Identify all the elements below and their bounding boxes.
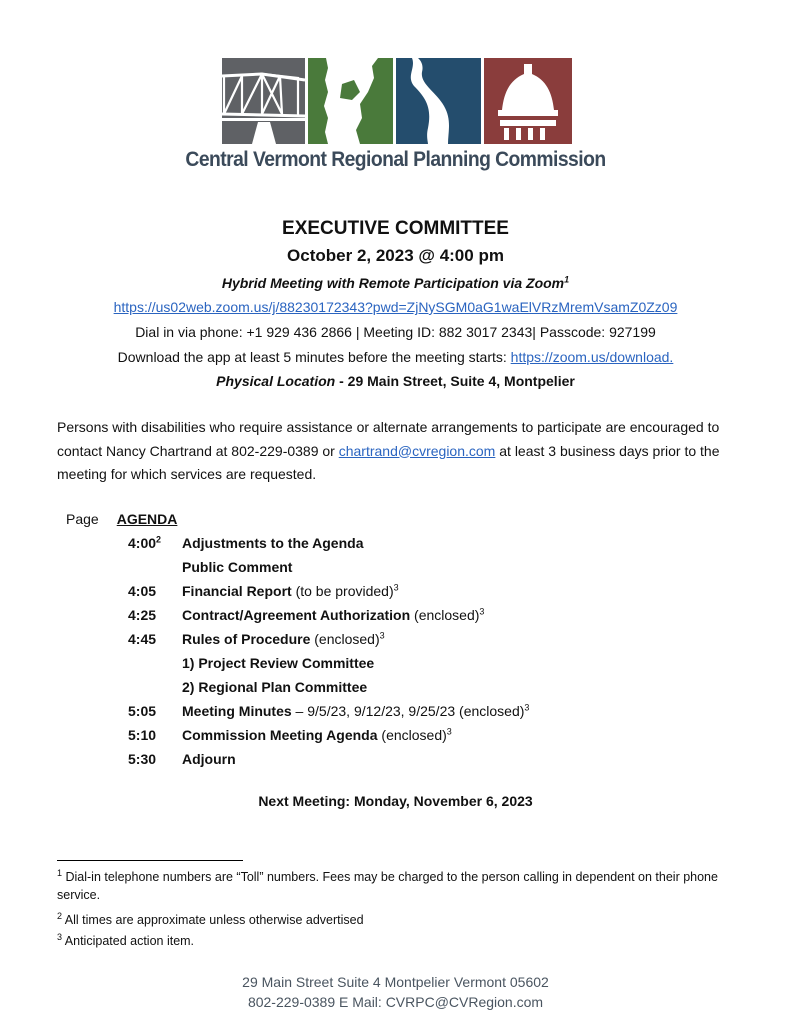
physical-address: - 29 Main Street, Suite 4, Montpelier: [335, 373, 575, 389]
bridge-icon: [222, 58, 305, 144]
agenda-item-text: [182, 559, 292, 575]
hybrid-note: [0, 275, 791, 291]
footnote-num: 1: [57, 867, 63, 878]
agenda-item-text: [182, 655, 374, 671]
agenda-item-title: Commission Meeting Agenda: [182, 727, 378, 743]
agenda-time: [128, 535, 178, 551]
footnote-ref: 3: [393, 582, 399, 593]
agenda-item-text: [182, 751, 236, 767]
agenda-item-text: [182, 631, 385, 647]
page-column-label: Page: [66, 511, 99, 527]
agenda-item-title: Adjourn: [182, 751, 236, 767]
footnote-num: 2: [57, 910, 63, 921]
time-value: 4:00: [128, 535, 157, 551]
download-text: Download the app at least 5 minutes before the meeting starts:: [117, 349, 511, 365]
agenda-item-title: Meeting Minutes: [182, 703, 292, 719]
physical-location: [0, 373, 791, 389]
physical-label: Physical Location: [216, 373, 336, 389]
agenda-item-text: [182, 679, 367, 695]
time-value: 4:25: [128, 607, 157, 623]
page-title: EXECUTIVE COMMITTEE: [282, 218, 509, 239]
agenda-item-title: 2) Regional Plan Committee: [182, 679, 368, 695]
agenda-item-title: Contract/Agreement Authorization: [182, 607, 411, 623]
zoom-meeting-link[interactable]: https://us02web.zoom.us/j/88230172343?pwd=ZjNySGM0aG1waElVRzMremVsamZ0Zz09: [113, 299, 678, 315]
footnote-ref: 3: [524, 702, 530, 713]
footnote-ref: 3: [446, 726, 452, 737]
agenda-time: [128, 631, 178, 647]
agenda-item-title: Rules of Procedure: [182, 631, 311, 647]
agenda-item-text: [182, 703, 529, 719]
time-value: 5:05: [128, 703, 157, 719]
agenda-time: [128, 751, 178, 767]
agenda-item-note: (to be provided): [291, 583, 394, 599]
footnote-ref: 3: [379, 630, 385, 641]
agenda-time: [128, 583, 178, 599]
time-value: 5:30: [128, 751, 157, 767]
agenda-item-note: – 9/5/23, 9/12/23, 9/25/23 (enclosed): [291, 703, 525, 719]
footnote-3: [57, 932, 737, 950]
capitol-dome-icon: [484, 58, 572, 144]
zoom-url-line: [0, 299, 791, 315]
agenda-time: [128, 607, 178, 623]
contact-email-link[interactable]: chartrand@cvregion.com: [338, 442, 496, 459]
agenda-header: [66, 511, 177, 527]
footnote-ref: 3: [479, 606, 485, 617]
dial-in-info: Dial in via phone: +1 929 436 2866 | Meeting ID: 882 3017 2343| Passcode: 927199: [135, 324, 656, 340]
river-icon: [396, 58, 481, 144]
time-value: 4:05: [128, 583, 157, 599]
org-name: Central Vermont Regional Planning Commission: [185, 148, 606, 171]
hybrid-text: Hybrid Meeting with Remote Participation via Zoom: [221, 275, 565, 291]
footnote-num: 3: [57, 931, 63, 942]
footnote-text: Anticipated action item.: [62, 934, 195, 948]
access-text-after: at least 3 business days prior to the meeting for which services are requested.: [57, 442, 720, 482]
agenda-item-text: [182, 583, 399, 599]
agenda-item-note: (enclosed): [410, 607, 480, 623]
footnote-text: All times are approximate unless otherwise advertised: [62, 913, 364, 927]
agenda-item-title: Financial Report: [182, 583, 292, 599]
zoom-download-link[interactable]: https://zoom.us/download.: [510, 349, 674, 365]
footer-address: 29 Main Street Suite 4 Montpelier Vermont 05602: [242, 974, 549, 990]
agenda-item-title: 1) Project Review Committee: [182, 655, 375, 671]
agenda-item-note: (enclosed): [310, 631, 380, 647]
agenda-item-note: (enclosed): [377, 727, 447, 743]
agenda-item-title: Adjustments to the Agenda: [182, 535, 364, 551]
footnote-text: Dial-in telephone numbers are “Toll” numbers. Fees may be charged to the person calling in dependent on their phone service.: [57, 870, 718, 902]
vermont-map-icon: [308, 58, 393, 144]
download-line: [0, 349, 791, 365]
agenda-time: [128, 703, 178, 719]
next-meeting: Next Meeting: Monday, November 6, 2023: [258, 793, 533, 809]
footnote-ref: 2: [156, 534, 162, 545]
agenda-item-text: [182, 535, 364, 551]
meeting-date: October 2, 2023 @ 4:00 pm: [287, 246, 504, 265]
agenda-heading: AGENDA: [116, 511, 178, 527]
access-text-before: Persons with disabilities who require assistance or alternate arrangements to participate are encouraged to contact Nancy Chartrand at 802-229-0389 or: [57, 419, 720, 459]
time-value: 5:10: [128, 727, 157, 743]
agenda-item-text: [182, 727, 452, 743]
footer-contact: 802-229-0389 E Mail: CVRPC@CVRegion.com: [247, 994, 544, 1010]
cvrpc-logo: [222, 58, 572, 144]
accessibility-paragraph: [57, 416, 747, 487]
agenda-item-title: Public Comment: [182, 559, 293, 575]
agenda-item-text: [182, 607, 484, 623]
footnote-divider: [57, 860, 243, 861]
footnote-ref: 1: [564, 274, 570, 285]
agenda-time: [128, 727, 178, 743]
footnote-2: [57, 911, 737, 929]
time-value: 4:45: [128, 631, 157, 647]
footnote-1: [57, 868, 737, 904]
